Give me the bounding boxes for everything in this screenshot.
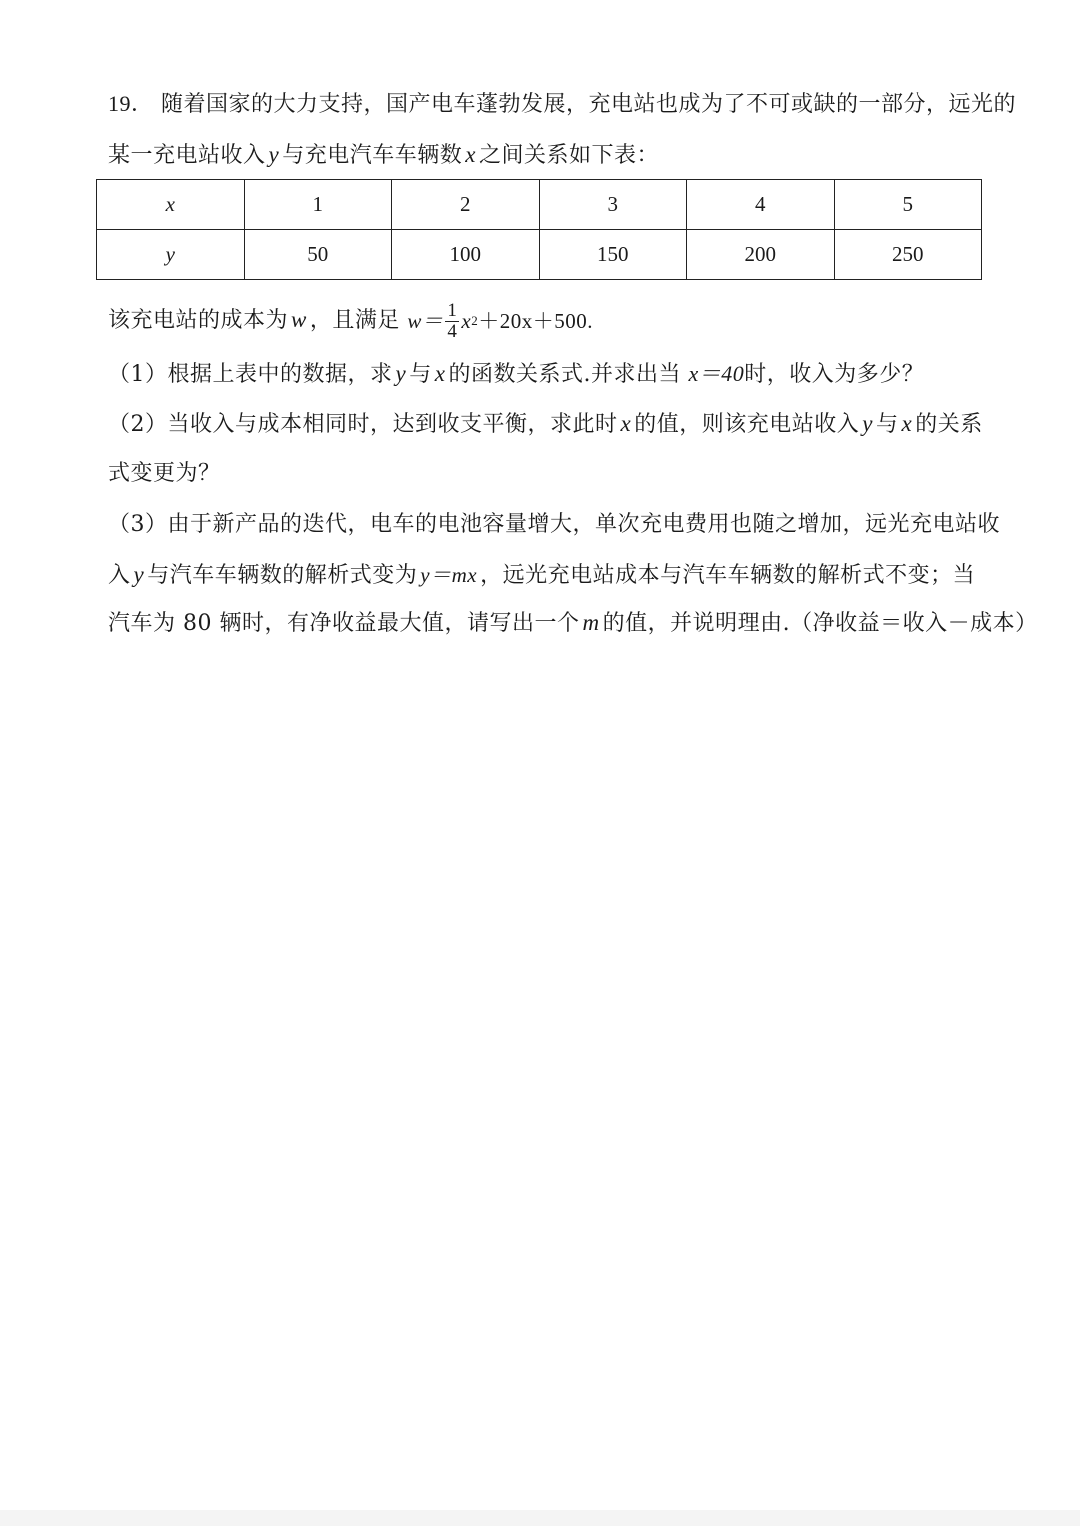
formula-end: . (587, 309, 593, 333)
formula-lhs: w＝ (407, 309, 444, 333)
variable-m: m (582, 610, 600, 635)
question-2-line-2 (108, 459, 221, 489)
intro-text-c: 之间关系如下表： (478, 143, 659, 168)
table-cell: 250 (834, 230, 982, 280)
table-cell: 200 (687, 230, 835, 280)
cost-text-b: ，且满足 (309, 308, 400, 333)
problem-number: 19． (108, 91, 154, 116)
intro-text-a: 某一充电站收入 (108, 143, 266, 168)
q2-line-2-text: 式变更为？ (108, 461, 221, 486)
formula-rest: ＋20x＋500 (478, 309, 588, 333)
variable-y: y (862, 411, 873, 436)
q1-text-d: 时，收入为多少？ (744, 362, 925, 387)
table-cell: 50 (244, 230, 392, 280)
q1-text-a: （1）根据上表中的数据，求 (108, 362, 393, 387)
variable-w: w (291, 307, 307, 332)
formula-exponent: 2 (471, 313, 479, 328)
q3-text-d: 汽车为 80 辆时，有净收益最大值，请写出一个 (108, 611, 580, 636)
variable-y: y (395, 361, 407, 386)
q3-text-b: 与汽车车辆数的解析式变为 (147, 563, 418, 588)
variable-y: y (133, 562, 145, 587)
table-cell: 100 (392, 230, 540, 280)
q3-line-1-text: （3）由于新产品的迭代，电车的电池容量增大，单次充电费用也随之增加，远光充电站收 (108, 512, 1001, 537)
cost-line (108, 298, 593, 343)
table-cell: 1 (244, 180, 392, 230)
cost-text-a: 该充电站的成本为 (108, 308, 289, 333)
intro-text-b: 与充电汽车车辆数 (282, 143, 463, 168)
q3-text-e: 的值，并说明理由.（净收益＝收入－成本） (602, 611, 1038, 636)
fraction-numerator: 1 (447, 299, 458, 321)
table-cell: 4 (687, 180, 835, 230)
q1-text-c: 的函数关系式.并求出当 (448, 362, 681, 387)
q3-text-c: ，远光充电站成本与汽车车辆数的解析式不变；当 (480, 563, 976, 588)
table-cell: 150 (539, 230, 687, 280)
table-row-x (97, 180, 982, 230)
question-2-line-1 (108, 409, 983, 440)
fraction-denominator: 4 (447, 320, 458, 342)
question-1 (108, 359, 924, 390)
table-cell: 5 (834, 180, 982, 230)
q2-text-b: 的值，则该充电站收入 (634, 412, 860, 437)
table-header-x: x (97, 180, 245, 230)
formula-fraction (445, 301, 459, 342)
cost-formula (407, 299, 593, 343)
q2-text-a: （2）当收入与成本相同时，达到收支平衡，求此时 (108, 412, 618, 437)
table-row-y (97, 230, 982, 280)
data-table (96, 179, 982, 280)
q2-text-d: 的关系 (915, 412, 983, 437)
question-3-line-1 (108, 510, 1000, 540)
q3-expression: y＝mx (420, 563, 478, 587)
variable-x: x (434, 361, 446, 386)
variable-y: y (268, 142, 280, 167)
question-3-line-3 (108, 608, 1038, 639)
variable-x: x (620, 411, 632, 436)
formula-x: x (461, 309, 472, 333)
variable-x: x (901, 411, 913, 436)
problem-intro-line-1 (108, 89, 1016, 120)
variable-x: x (465, 142, 476, 167)
q2-text-c: 与 (875, 412, 899, 437)
q1-condition: x＝40 (688, 361, 745, 386)
table-cell: 2 (392, 180, 540, 230)
question-3-line-2 (108, 560, 975, 591)
q1-text-b: 与 (409, 362, 432, 387)
problem-intro-text: 随着国家的大力支持，国产电车蓬勃发展，充电站也成为了不可或缺的一部分，远光的 (161, 92, 1017, 117)
q3-text-a: 入 (108, 563, 131, 588)
table-cell: 3 (539, 180, 687, 230)
problem-intro-line-2 (108, 140, 659, 171)
page-bottom-edge (0, 1510, 1080, 1526)
table-header-y: y (97, 230, 245, 280)
